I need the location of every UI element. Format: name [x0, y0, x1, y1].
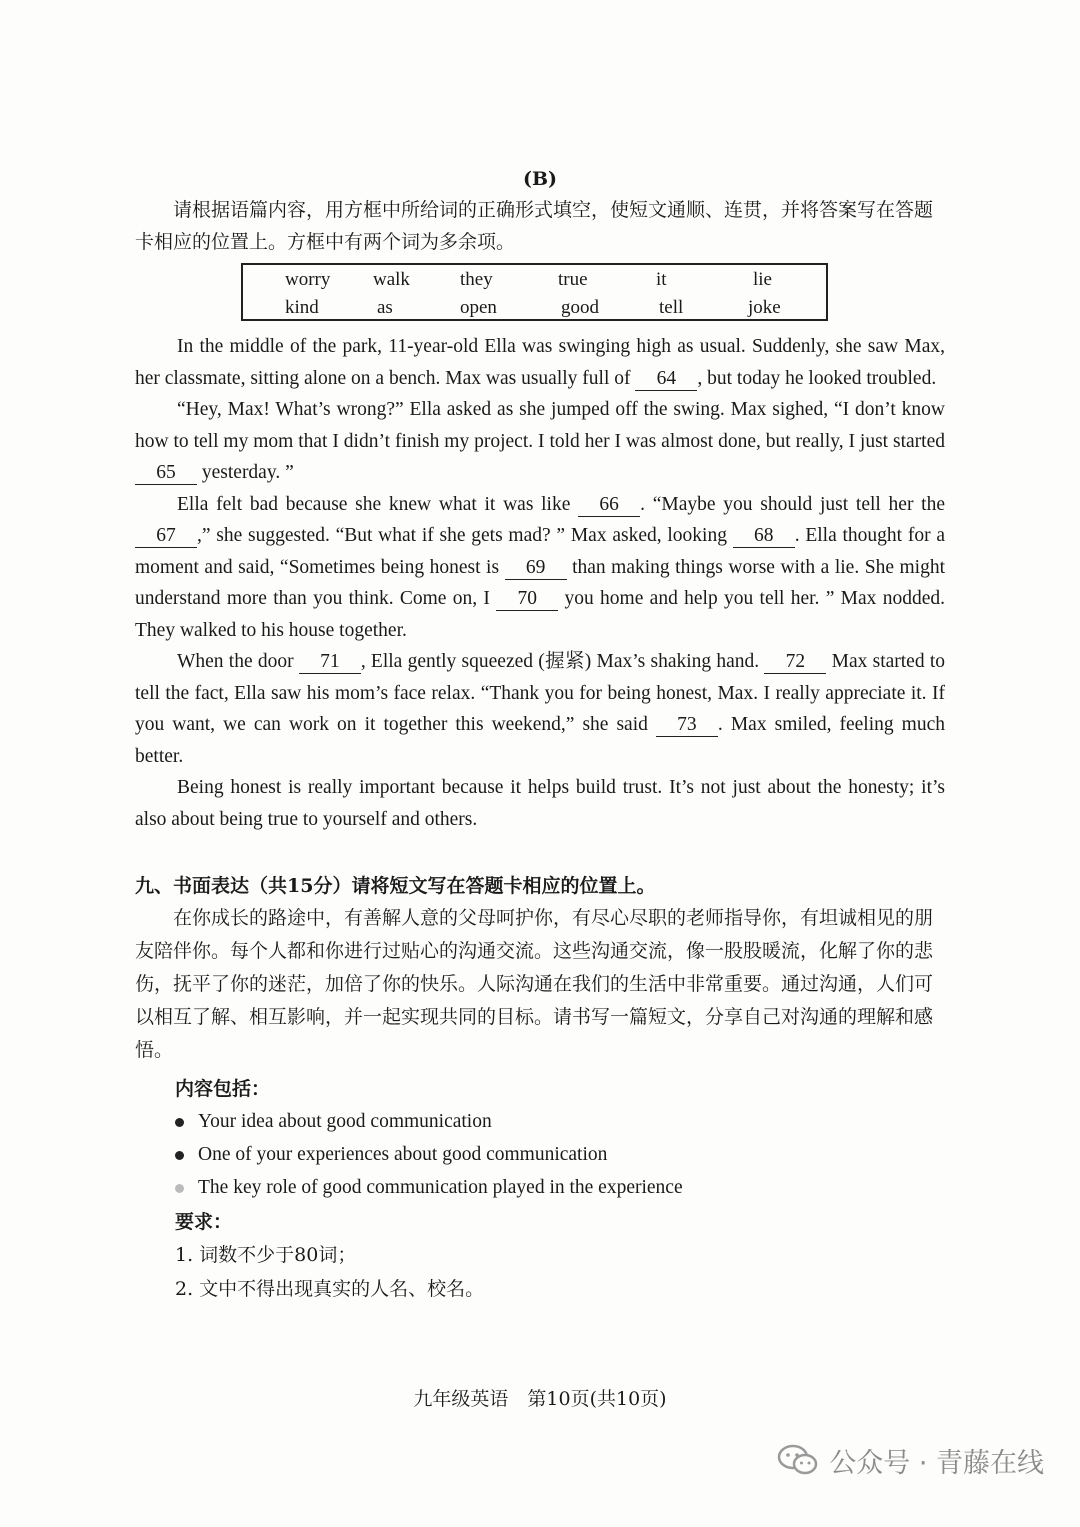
bullet-icon	[175, 1184, 184, 1193]
content-label: 内容包括：	[175, 1078, 271, 1100]
writing-prompt: 在你成长的路途中，有善解人意的父母呵护你，有尽心尽职的老师指导你，有坦诚相见的朋友陪伴你。每个人都和你进行过贴心的沟通交流。这些沟通交流，像一股股暖流，化解了你的悲伤，抚平了你的迷茫，加倍了你的快乐。人际沟通在我们的生活中非常重要。通过沟通，人们可以相互了解、相互影响，并一起实现共同的目标。请书写一篇短文，分享自己对沟通的理解和感悟。	[135, 907, 934, 1061]
blank-67: 67	[135, 525, 197, 548]
writing-title: 九、书面表达（共15分）请将短文写在答题卡相应的位置上。	[135, 875, 656, 897]
word-item: open	[460, 297, 497, 318]
list-item: 2. 文中不得出现真实的人名、校名。	[175, 1278, 485, 1300]
passage-paragraph-5: Being honest is really important because it helps build trust. It’s not just about the honesty; it’s also about being true to yourself and others.	[135, 777, 945, 830]
word-item: true	[558, 269, 588, 290]
word-item: worry	[285, 269, 331, 290]
requirements-list	[135, 1238, 950, 1306]
word-item: kind	[285, 297, 319, 318]
word-item: good	[561, 297, 599, 318]
word-item: tell	[659, 297, 684, 318]
word-box	[241, 263, 828, 321]
bullet-icon	[175, 1118, 184, 1127]
passage-paragraph-3: Ella felt bad because she knew what it was like 66 . “Maybe you should just tell her the 67 ,” she suggested. “But what if she gets mad? ” Max asked, looking 68 . Ella thought for a moment and said, “Sometimes being honest is 69 than making things worse with a lie. She might understand more than you think. Come on, I 70 you home and help you tell her. ” Max nodded. They walked to his house together.	[135, 493, 945, 641]
section-label: (B)	[522, 168, 558, 190]
list-item: One of your experiences about good communication	[135, 1138, 950, 1171]
blank-64: 64	[635, 368, 697, 391]
page-footer: 九年级英语 第10页(共10页)	[413, 1388, 667, 1410]
list-item: Your idea about good communication	[135, 1105, 950, 1138]
list-item: The key role of good communication played in the experience	[135, 1171, 950, 1204]
wechat-icon	[777, 1443, 819, 1477]
word-item: joke	[748, 297, 781, 318]
word-box-row-2	[243, 295, 826, 323]
blank-71: 71	[299, 651, 361, 674]
word-item: they	[460, 269, 493, 290]
content-list	[135, 1105, 950, 1204]
word-item: it	[656, 269, 667, 290]
word-item: as	[377, 297, 393, 318]
bullet-icon	[175, 1151, 184, 1160]
blank-66: 66	[578, 494, 640, 517]
blank-70: 70	[496, 588, 558, 611]
instructions	[135, 194, 945, 258]
passage-paragraph-4: When the door 71 , Ella gently squeezed (握紧) Max’s shaking hand. 72 Max started to tell the fact, Ella saw his mom’s face relax. “Thank you for being honest, Max. I really appreciate it. If you want, we can work on it together this weekend,” she said 73 . Max smiled, feeling much better.	[135, 651, 945, 767]
writing-section	[135, 870, 950, 1306]
blank-65: 65	[135, 462, 197, 485]
passage-paragraph-1: In the middle of the park, 11-year-old Ella was swinging high as usual. Suddenly, she saw Max, her classmate, sitting alone on a bench. Max was usually full of 64 , but today he looked troubled.	[135, 336, 945, 389]
word-box-row-1	[243, 267, 826, 295]
blank-73: 73	[656, 714, 718, 737]
word-item: lie	[753, 269, 772, 290]
blank-68: 68	[733, 525, 795, 548]
reading-passage	[135, 331, 945, 835]
blank-72: 72	[764, 651, 826, 674]
word-item: walk	[373, 269, 410, 290]
passage-paragraph-2: “Hey, Max! What’s wrong?” Ella asked as she jumped off the swing. Max sighed, “I don’t know how to tell my mom that I didn’t finish my project. I told her I was almost done, but really, I just started 65 yesterday. ”	[135, 399, 945, 483]
blank-69: 69	[505, 557, 567, 580]
instructions-text: 请根据语篇内容，用方框中所给词的正确形式填空，使短文通顺、连贯，并将答案写在答题卡相应的位置上。方框中有两个词为多余项。	[135, 199, 934, 253]
watermark-text: 公众号 · 青藤在线	[829, 1447, 1044, 1479]
watermark	[777, 1440, 1044, 1480]
list-item: 1. 词数不少于80词；	[175, 1244, 357, 1266]
requirements-label: 要求：	[175, 1211, 233, 1233]
